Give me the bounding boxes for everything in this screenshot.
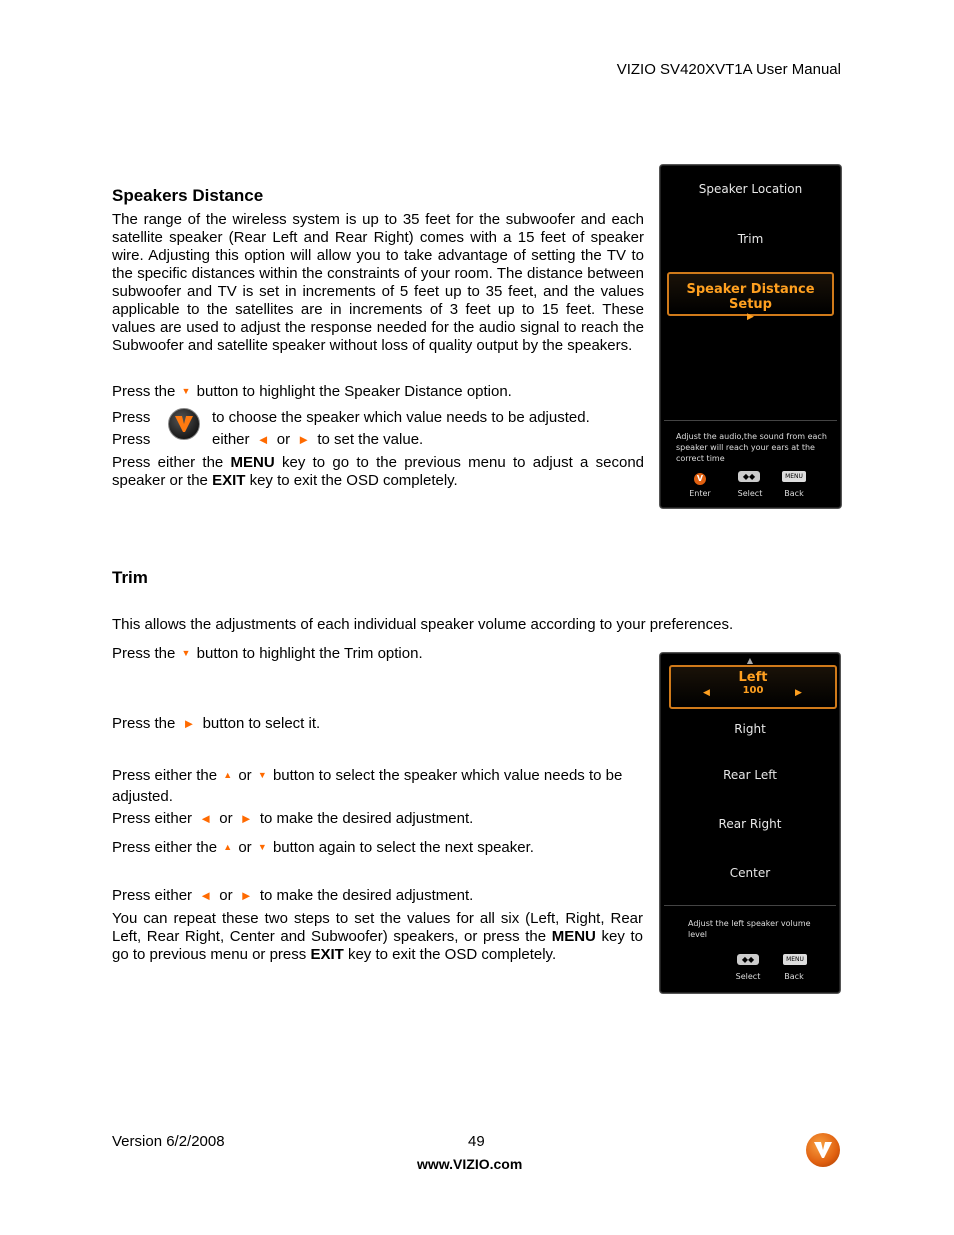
exit-key-label: EXIT bbox=[310, 946, 344, 963]
osd-footer-select: Select bbox=[737, 489, 763, 498]
down-arrow-icon: ▼ bbox=[257, 770, 267, 780]
trim-step-7-c: key to exit the OSD completely. bbox=[347, 946, 557, 963]
trim-step-3-post: button to select the speaker which value needs to be bbox=[272, 767, 623, 784]
sd-step-3 bbox=[212, 431, 423, 449]
osd-footer-back: Back bbox=[784, 489, 804, 498]
page-number: 49 bbox=[468, 1133, 485, 1150]
trim-step-6-or: or bbox=[219, 887, 233, 904]
vizio-button-icon bbox=[168, 408, 200, 440]
up-arrow-icon: ▲ bbox=[223, 770, 233, 780]
osd-selected-item[interactable] bbox=[667, 272, 834, 322]
section-heading-trim: Trim bbox=[112, 568, 148, 587]
sd-step-2-pre: Press bbox=[112, 409, 151, 426]
chevron-down-icon: ▶ bbox=[747, 312, 754, 322]
trim-step-7-a: You can repeat these two steps to set the values for all six (Left, Right, Rear Left, Rear Right, Center and Subwoofer) speakers, or press the bbox=[112, 910, 643, 945]
left-arrow-icon: ◄ bbox=[256, 432, 270, 447]
enter-icon: V bbox=[694, 473, 706, 485]
osd-divider bbox=[664, 905, 836, 906]
osd-footer-select: Select bbox=[735, 972, 761, 981]
trim-step-7 bbox=[112, 910, 643, 964]
trim-step-3-pre: Press either the bbox=[112, 767, 218, 784]
osd-item-rear-right[interactable]: Rear Right bbox=[718, 817, 782, 831]
osd-selected-speaker-label: Left bbox=[738, 670, 768, 685]
decrease-arrow-icon[interactable]: ◀ bbox=[703, 688, 710, 698]
select-arrows-icon: ◆◆ bbox=[737, 954, 759, 965]
sd-step-2-post: to choose the speaker which value needs to be adjusted. bbox=[212, 409, 590, 426]
sd-step-4-b: key to go to the previous menu to adjust a second speaker or the bbox=[112, 454, 645, 489]
exit-key-label: EXIT bbox=[212, 472, 246, 489]
trim-step-5-pre: Press either the bbox=[112, 839, 218, 856]
trim-intro: This allows the adjustments of each individual speaker volume according to your preferences. bbox=[112, 616, 734, 633]
right-arrow-icon: ► bbox=[297, 432, 311, 447]
footer-url: www.VIZIO.com bbox=[417, 1156, 523, 1172]
trim-step-7-b: key to go to previous menu or press bbox=[112, 928, 643, 963]
sd-step-1-post: button to highlight the Speaker Distance option. bbox=[196, 383, 512, 400]
sd-step-4-a: Press either the bbox=[112, 454, 224, 471]
down-arrow-icon: ▼ bbox=[257, 842, 267, 852]
down-arrow-icon: ▼ bbox=[181, 386, 191, 396]
trim-step-2 bbox=[112, 715, 320, 733]
trim-step-4-pre: Press either bbox=[112, 810, 193, 827]
trim-step-3 bbox=[112, 766, 622, 785]
trim-step-1 bbox=[112, 644, 423, 663]
sd-step-3-either: either bbox=[212, 431, 250, 448]
trim-step-2-post: button to select it. bbox=[202, 715, 321, 732]
trim-step-6-post: to make the desired adjustment. bbox=[259, 887, 474, 904]
osd-help-text: Adjust the left speaker volume level bbox=[688, 919, 811, 939]
menu-key-label: MENU bbox=[551, 928, 596, 945]
manual-title: VIZIO SV420XVT1A User Manual bbox=[616, 61, 841, 78]
osd-item-center[interactable]: Center bbox=[729, 866, 771, 880]
osd-footer-back: Back bbox=[784, 972, 804, 981]
trim-step-1-post: button to highlight the Trim option. bbox=[196, 645, 423, 662]
trim-step-6-pre: Press either bbox=[112, 887, 193, 904]
up-arrow-icon: ▲ bbox=[223, 842, 233, 852]
osd-item-trim[interactable]: Trim bbox=[737, 232, 764, 246]
sd-step-1 bbox=[112, 382, 512, 401]
speakers-distance-body: The range of the wireless system is up to 35 feet for the subwoofer and each satellite speaker (Rear Left and Rear Right) comes with a 15 feet of speaker wire. Adjusting this option will allow you to take advantage of setting the TV to the specific distances within the constraints of your room. The distance between subwoofer and TV is set in increments of 5 feet up to 35 feet, and the values applicable to the satellites are in increments of 3 feet up to 15 feet. These values are used to adjust the response needed for the audio signal to reach the Subwoofer and satellite speaker without loss of quality output by the speakers. bbox=[112, 211, 644, 354]
osd-item-rear-left[interactable]: Rear Left bbox=[723, 768, 777, 782]
vizio-logo-icon bbox=[806, 1133, 840, 1167]
version-text: Version 6/2/2008 bbox=[112, 1133, 225, 1150]
menu-key-label: MENU bbox=[230, 454, 275, 471]
osd-help-text: Adjust the audio,the sound from each speaker will reach your ears at the correct time bbox=[676, 432, 827, 463]
trim-step-3-or: or bbox=[238, 767, 252, 784]
select-arrows-icon: ◆◆ bbox=[738, 471, 760, 482]
osd-speaker-distance-panel bbox=[659, 164, 842, 509]
increase-arrow-icon[interactable]: ▶ bbox=[795, 688, 802, 698]
section-heading-speakers-distance: Speakers Distance bbox=[112, 186, 264, 205]
osd-selected-label: Speaker Distance Setup bbox=[686, 282, 815, 312]
sd-step-3-post: to set the value. bbox=[317, 431, 424, 448]
trim-step-4-post: to make the desired adjustment. bbox=[259, 810, 474, 827]
trim-step-4 bbox=[112, 810, 473, 828]
osd-divider bbox=[664, 420, 837, 421]
osd-item-speaker-location[interactable]: Speaker Location bbox=[698, 182, 803, 196]
sd-step-3-or: or bbox=[276, 431, 291, 448]
osd-trim-panel bbox=[659, 652, 841, 994]
sd-step-4-c: key to exit the OSD completely. bbox=[249, 472, 458, 489]
right-arrow-icon: ► bbox=[239, 888, 253, 903]
sd-step-1-pre: Press the bbox=[112, 383, 176, 400]
down-arrow-icon: ▼ bbox=[181, 648, 191, 658]
scroll-up-icon[interactable]: ▲ bbox=[746, 656, 754, 665]
menu-key-icon: MENU bbox=[782, 471, 806, 482]
trim-step-5-post: button again to select the next speaker. bbox=[272, 839, 534, 856]
menu-key-icon: MENU bbox=[783, 954, 807, 965]
osd-selected-speaker[interactable] bbox=[669, 665, 837, 709]
sd-step-4 bbox=[112, 454, 644, 490]
trim-step-4-or: or bbox=[219, 810, 233, 827]
osd-footer-enter: Enter bbox=[689, 489, 711, 498]
osd-selected-speaker-value: 100 bbox=[742, 685, 764, 696]
trim-step-5-or: or bbox=[238, 839, 252, 856]
trim-step-1-pre: Press the bbox=[112, 645, 176, 662]
trim-step-2-pre: Press the bbox=[112, 715, 176, 732]
left-arrow-icon: ◄ bbox=[199, 888, 213, 903]
trim-step-3-cont: adjusted. bbox=[112, 788, 173, 805]
trim-step-5 bbox=[112, 838, 534, 857]
right-arrow-icon: ► bbox=[182, 716, 196, 731]
trim-step-6 bbox=[112, 887, 473, 905]
right-arrow-icon: ► bbox=[239, 811, 253, 826]
left-arrow-icon: ◄ bbox=[199, 811, 213, 826]
osd-item-right[interactable]: Right bbox=[734, 722, 766, 736]
sd-step-3-pre: Press bbox=[112, 431, 151, 448]
